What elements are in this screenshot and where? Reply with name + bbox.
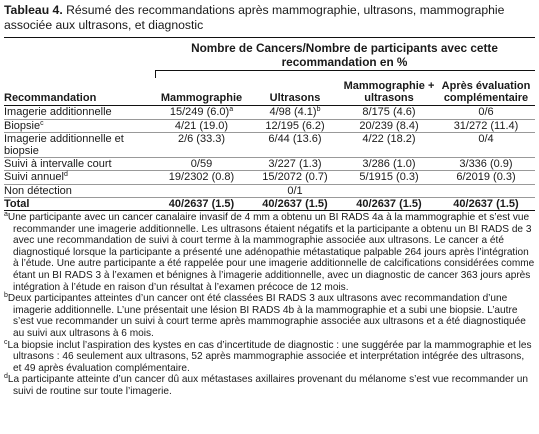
table-cell: 40/2637 (1.5) bbox=[262, 197, 328, 210]
cell-value: 3/227 (1.3) bbox=[268, 158, 322, 171]
column-group-header bbox=[4, 38, 535, 68]
table-number: Tableau 4. bbox=[4, 3, 63, 17]
table-cell bbox=[341, 158, 437, 171]
footnote bbox=[4, 340, 535, 375]
row-label bbox=[4, 171, 154, 184]
table-cell: 40/2637 (1.5) bbox=[453, 197, 519, 210]
row-label-text: Imagerie additionnelle bbox=[4, 106, 112, 119]
column-header: Mammographie bbox=[160, 92, 243, 105]
cell-value: 0/59 bbox=[190, 158, 213, 171]
table-row bbox=[4, 119, 535, 132]
table-row bbox=[4, 171, 535, 184]
column-header: Après évaluation complémentaire bbox=[441, 80, 531, 105]
table-figure bbox=[4, 3, 535, 398]
table-row bbox=[4, 184, 535, 197]
footnote-marker: d bbox=[63, 171, 68, 179]
row-label-text: Non détection bbox=[4, 184, 72, 197]
footnote-marker: a bbox=[4, 211, 8, 219]
row-label bbox=[4, 106, 154, 119]
footnote-marker: d bbox=[4, 373, 8, 381]
cell-value: 4/98 (4.1) bbox=[269, 106, 317, 119]
row-label-text: Imagerie additionnelle et biopsie bbox=[4, 132, 124, 158]
footnote-text: La biopsie inclut l’aspiration des kystes en cas d’incertitude de diagnostic : une suggérée par la mammographie et les ultrasons : 46 seulement aux ultrasons, 52 après mammographie associée et interprétation intégrée des ultrasons, et 49 après évaluation complémentaire. bbox=[7, 339, 532, 374]
table-cell bbox=[341, 132, 437, 157]
row-label bbox=[4, 132, 154, 157]
cell-value: 12/195 (6.2) bbox=[265, 119, 325, 132]
table-cell bbox=[249, 106, 341, 119]
table-cell bbox=[154, 119, 249, 132]
row-label-text: Suivi à intervalle court bbox=[4, 158, 112, 171]
table-caption: Résumé des recommandations après mammographie, ultrasons, mammographie associée aux ultrasons, et diagnostic bbox=[4, 3, 505, 32]
total-row bbox=[4, 197, 535, 210]
cell-value: 2/6 (33.3) bbox=[177, 132, 226, 145]
row-label bbox=[4, 184, 154, 197]
footnote bbox=[4, 212, 535, 293]
column-header: Mammographie + ultrasons bbox=[343, 80, 435, 105]
table-cell bbox=[154, 132, 249, 157]
cell-value: 19/2302 (0.8) bbox=[168, 171, 235, 184]
table-cell bbox=[341, 119, 437, 132]
table-cell: 40/2637 (1.5) bbox=[356, 197, 422, 210]
footnote-text: La participante atteinte d’un cancer dû aux métastases axillaires provenant du mélanome s’est vue recommander un suivi de routine sur toute l’imagerie. bbox=[7, 374, 529, 397]
table-cell bbox=[154, 171, 249, 184]
table-cell bbox=[154, 158, 249, 171]
cell-value: 6/2019 (0.3) bbox=[456, 171, 516, 184]
table-cell bbox=[249, 184, 341, 197]
cell-value: 31/272 (11.4) bbox=[453, 119, 519, 132]
table-cell bbox=[437, 184, 535, 197]
column-group-bracket bbox=[155, 70, 535, 78]
footnote-marker: b bbox=[4, 292, 8, 300]
table-cell bbox=[249, 132, 341, 157]
table-cell bbox=[437, 119, 535, 132]
table-cell bbox=[437, 106, 535, 119]
results-table bbox=[4, 80, 535, 211]
footnote-text: Une participante avec un cancer canalaire invasif de 4 mm a obtenu un BI RADS 4a à la mammographie et s’est vue recommander une imagerie additionnelle. Les ultrasons étaient négatifs et la participante a obtenu un BI RADS de 3 avec une recommandation de suivi à court terme à la mammographie associée aux ultrasons. Le cancer a été diagnostiqué lorsque la participante a présenté une adénopathie métastatique palpable 264 jours après l’intégration à l’étude. Une autre participante a été rappelée pour une imagerie additionnelle de calcifications considérées comme étant un BI RADS 3 à l’examen et bénignes à l’imagerie additionnelle, avec un diagnostic de cancer 363 jours après intégration à l’étude en raison d’un résultat à l’examen précoce de 12 mois. bbox=[7, 212, 535, 293]
footnote bbox=[4, 374, 535, 397]
table-cell bbox=[437, 171, 535, 184]
table-row bbox=[4, 132, 535, 157]
table-cell bbox=[437, 158, 535, 171]
table-cell bbox=[249, 119, 341, 132]
cell-value: 8/175 (4.6) bbox=[362, 106, 416, 119]
cell-value: 3/336 (0.9) bbox=[459, 158, 513, 171]
table-row bbox=[4, 158, 535, 171]
column-group-label: Nombre de Cancers/Nombre de participants avec cette recommandation en % bbox=[191, 41, 498, 69]
row-label bbox=[4, 158, 154, 171]
cell-value: 15/249 (6.0) bbox=[169, 106, 230, 119]
table-cell bbox=[249, 158, 341, 171]
table-title bbox=[4, 3, 535, 33]
footnote-text: Deux participantes atteintes d’un cancer ont été classées BI RADS 3 aux ultrasons avec recommandation d’une imagerie additionnelle. L’une présentait une lésion BI RADS 4b à la mammographie et a subi une biopsie. L’autre s’est vue recommander un suivi à court terme après mammographie associée aux ultrasons et a été diagnostiquée au suivi aux ultrasons à 6 mois. bbox=[7, 293, 526, 339]
cell-value: 0/6 bbox=[478, 106, 494, 119]
footnotes bbox=[4, 212, 535, 398]
footnote-marker: a bbox=[229, 106, 234, 114]
table-cell bbox=[341, 106, 437, 119]
table-body bbox=[4, 106, 535, 211]
cell-value: 0/4 bbox=[478, 132, 494, 145]
table-cell bbox=[154, 106, 249, 119]
table-row bbox=[4, 106, 535, 119]
table-cell bbox=[341, 171, 437, 184]
column-header: Ultrasons bbox=[269, 92, 321, 105]
footnote-marker: b bbox=[316, 106, 321, 114]
cell-value: 4/21 (19.0) bbox=[174, 119, 229, 132]
cell-value: 20/239 (8.4) bbox=[359, 119, 419, 132]
cell-value: 3/286 (1.0) bbox=[362, 158, 416, 171]
table-cell bbox=[341, 184, 437, 197]
column-header: Recommandation bbox=[4, 92, 97, 105]
table-cell bbox=[249, 171, 341, 184]
row-label-text: Suivi annuel bbox=[4, 171, 64, 184]
footnote-marker: c bbox=[40, 119, 44, 127]
table-cell: 40/2637 (1.5) bbox=[168, 197, 235, 210]
table-cell bbox=[154, 184, 249, 197]
cell-value: 5/1915 (0.3) bbox=[359, 171, 419, 184]
cell-value: 15/2072 (0.7) bbox=[262, 171, 328, 184]
row-label-text: Biopsie bbox=[4, 119, 41, 132]
row-label: Total bbox=[4, 197, 30, 210]
header-row bbox=[4, 80, 535, 106]
cell-value: 6/44 (13.6) bbox=[268, 132, 322, 145]
cell-value: 0/1 bbox=[287, 184, 303, 197]
footnote-marker: c bbox=[4, 338, 8, 346]
footnote bbox=[4, 293, 535, 339]
table-cell bbox=[437, 132, 535, 157]
cell-value: 4/22 (18.2) bbox=[362, 132, 416, 145]
row-label bbox=[4, 119, 154, 132]
